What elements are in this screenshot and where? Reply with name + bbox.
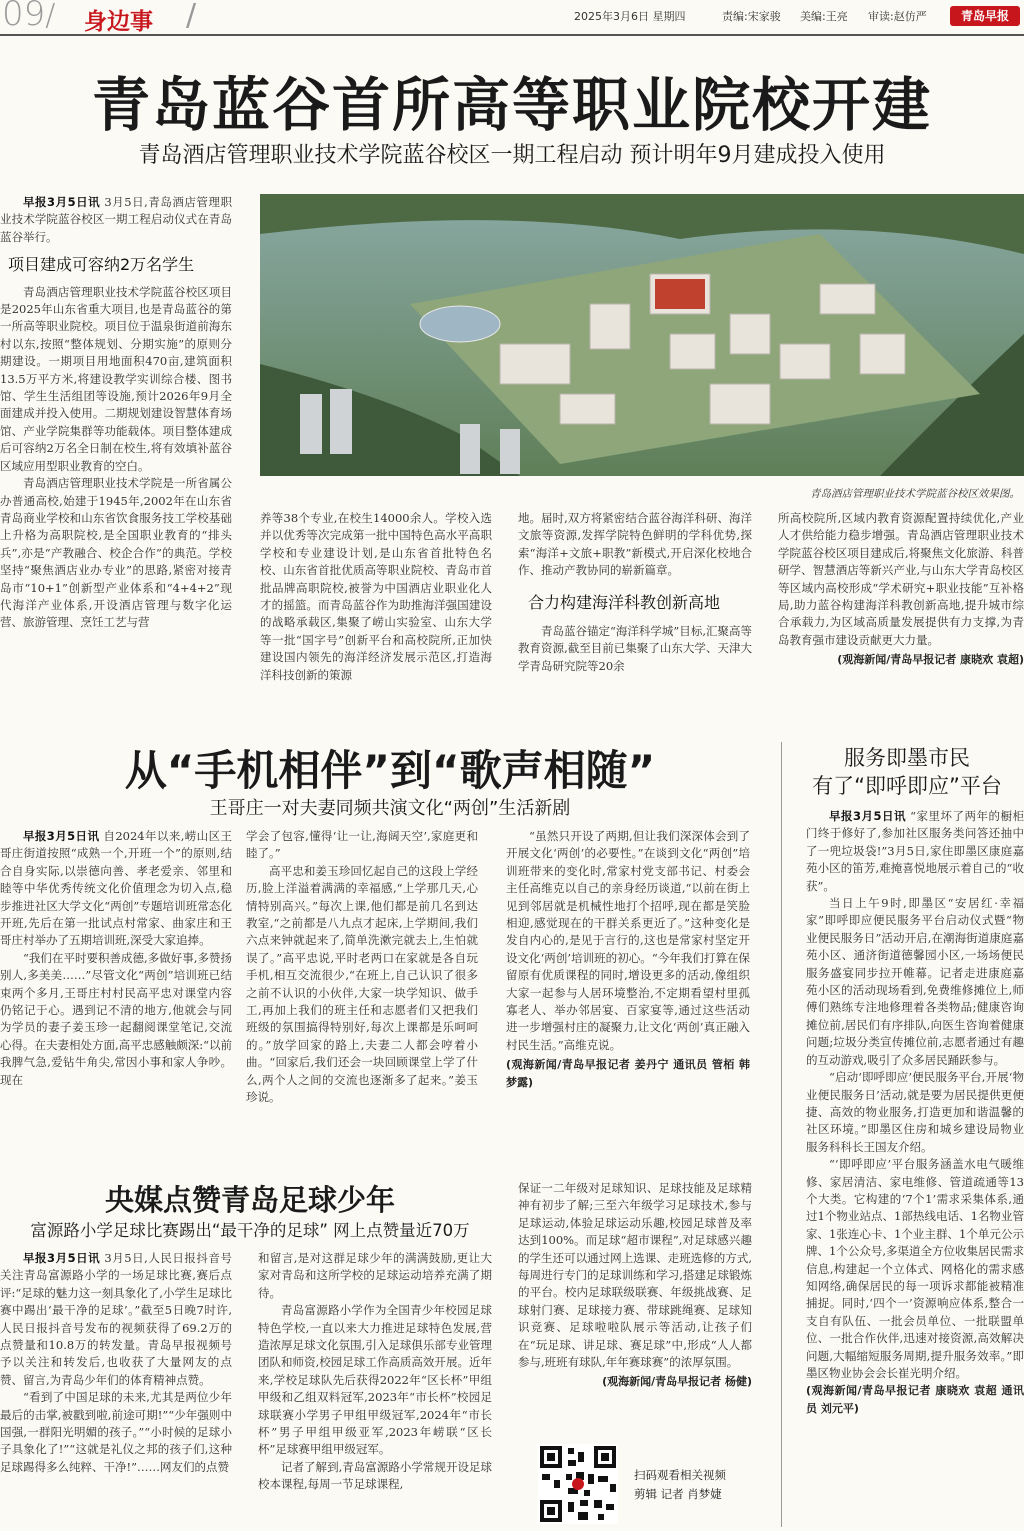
dateline: 早报3月5日讯 <box>23 195 101 209</box>
article3-body: 早报3月5日讯 “家里坏了两年的橱柜门终于修好了,参加社区服务类问答还抽中了一兜垃圾袋!”3月5日,家住即墨区康庭嘉苑小区的笛芳,难掩喜悦地展示着自己的“收获”。 当日上午9时,即墨区“安居红·幸福家”即呼即应便民服务平台启动仪式暨“物业便民服务日”活动开启,在潮海街道康庭嘉苑小区、通济街道德馨园小区,一场场便民服务盛宴同步拉开帷幕。记者走进康庭嘉苑小区的活动现场看到,免费维修摊位上,师傅们熟练专注地修理着各类物品;健康咨询摊位前,居民们有序排队,向医生咨询着健康问题;垃圾分类宣传摊位前,志愿者通过有趣的互动游戏,吸引了众多居民踊跃参与。 “启动‘即呼即应’便民服务平台,开展‘物业便民服务日’活动,就是要为居民提供更便捷、高效的物业服务,打造更加和谐温馨的社区环境。”即墨区住房和城乡建设局物业服务科科长王国友介绍。 “‘即呼即应’平台服务涵盖水电气暖维修、家居清洁、家电维修、管道疏通等13个大类。它构建的‘7个1’需求采集体系,通过1个物业站点、1部热线电话、1名物业管家、1张连心卡、1个业主群、1个单元公示牌、1个公众号,多渠道全方位收集居民需求信息,构建起一个立体式、网格化的需求感知网络,确保居民的每一项诉求都能被精准捕捉。同时,‘四个一’资源响应体系,整合一支自有队伍、一批会员单位、一批联盟单位、一批合作伙伴,迅速对接资源,高效解决问题,大幅缩短服务周期,提升服务效率。”即墨区物业协会会长崔光明介绍。 (观海新闻/青岛早报记者 康晓欢 袁超 通讯员 刘元平) <box>806 808 1024 1530</box>
headline-jimo-line1: 服务即墨市民 <box>844 746 970 770</box>
article2-byline: (观海新闻/青岛早报记者 姜丹宁 通讯员 管栢 韩梦露) <box>506 1058 750 1089</box>
article2-column-1: 早报3月5日讯 自2024年以来,崂山区王哥庄街道按照“成熟一个,开班一个”的原则,结合自身实际,以崇德向善、孝老爱亲、邻里和睦等中华优秀传统文化价值理念为切入点,稳步推进社区大学文化“两创”专题培训班常态化开班,先后在第一批试点村常家、曲家庄和王哥庄村举办了五期培训班,深受大家追捧。 “我们在平时要积善成德,多做好事,多赞扬别人,多美美……”尽管文化“两创”培训班已结束两个多月,王哥庄村村民高平忠对课堂内容仍铭记于心。遇到记不清的地方,他就会与同为学员的妻子姜玉珍一起翻阅课堂笔记,交流心得。在夫妻相处方面,高平忠感触颇深:“以前我脾气急,爱钻牛角尖,常因小事和家人争吵。现在 <box>0 829 232 1087</box>
article1-column-4: 所高校院所,区域内教育资源配置持续优化,产业人才供给能力稳步增强。青岛酒店管理职业技术学院蓝谷校区项目建成后,将聚焦文化旅游、科普研学、智慧酒店等新兴产业,与山东大学青岛校区等区域内高校形成“学术研究+职业技能”互补格局,助力蓝谷构建海洋科教创新高地,提升城市综合承载力,为区域高质量发展提供有力支撑,为青岛教育强市建设贡献更大力量。 (观海新闻/青岛早报记者 康晓欢 袁超) <box>778 510 1024 705</box>
article4-byline: (观海新闻/青岛早报记者 杨健) <box>602 1375 752 1389</box>
article1-byline: (观海新闻/青岛早报记者 康晓欢 袁超) <box>837 653 1024 667</box>
subheadline-football-youth: 富源路小学足球比赛踢出“最干净的足球” 网上点赞量近70万 <box>30 1221 470 1240</box>
article4-column-3: 保证一二年级对足球知识、足球技能及足球精神有初步了解;三至六年级学习足球技术,参与足球运动,体验足球运动乐趣,校园足球普及率达到100%。而足球“超市课程”,对足球感兴趣的学生还可以通过网上选课、走班选修的方式,每周进行专门的足球训练和学习,搭建足球锻炼的平台。校内足球联级联赛、年级挑战赛、足球射门赛、足球接力赛、带球跳绳赛、足球知识竞赛、足球啦啦队展示等活动,让孩子们在“玩足球、讲足球、赛足球”中,形成“人人都参与,班班有球队,年年赛球赛”的浓厚氛围。 (观海新闻/青岛早报记者 杨健) <box>518 1180 752 1434</box>
campus-rendering-photo <box>260 194 1024 476</box>
video-qr-code[interactable] <box>538 1444 618 1524</box>
subheadline-phone-to-song: 王哥庄一对夫妻同频共演文化“两创”生活新剧 <box>209 798 571 819</box>
article4-column-1: 早报3月5日讯 3月5日,人民日报抖音号关注青岛富源路小学的一场足球比赛,赛后点评:“足球的魅力这一刻具象化了,小学生足球比赛中踢出‘最干净的足球’。”截至5日晚7时许,人民日报抖音号发布的视频获得了69.2万的点赞量和10.8万的转发量。青岛早报视频号予以关注和转发后,也收获了大量网友的点赞、留言,为青岛少年们的体育精神点赞。 “看到了中国足球的未来,尤其是两位少年最后的击掌,被戳到啦,前途可期!”“少年强则中国强,一群阳光明媚的孩子。”“小时候的足球小子具象化了!”“这就是礼仪之邦的孩子们,这种足球踢得多么纯粹、干净!”……网友们的点赞 <box>0 1251 232 1474</box>
headline-jimo-line2: 有了“即呼即应”平台 <box>812 774 1002 798</box>
subheadline-lanshan-college: 青岛酒店管理职业技术学院蓝谷校区一期工程启动 预计明年9月建成投入使用 <box>138 143 886 168</box>
page-number: 09/ <box>2 0 56 34</box>
column-divider <box>781 742 782 1527</box>
article2-column-2: 学会了包容,懂得‘让一让,海阔天空’,家庭更和睦了。” 高平忠和姜玉珍回忆起自己的这段上学经历,脸上洋溢着满满的幸福感,“上学那几天,心情特别高兴。”每次上课,他们都是前几名到达教室,“之前都是八九点才起床,上学期间,我们六点来钟就起来了,简单洗漱完就去上,生怕就误了。”高平忠说,平时老两口在家就是各自玩手机,相互交流很少,“在班上,自己认识了很多之前不认识的小伙伴,大家一块学知识、做手工,再加上我们的班主任和志愿者们又把我们班级的氛围搞得特别好,每次上课都是乐呵呵的。”放学回家的路上,夫妻二人都会哼着小曲。“回家后,我们还会一块回顾课堂上学了什么,两个人之间的交流也逐渐多了起来。”姜玉珍说。 <box>246 829 478 1105</box>
section-title: 身边事 <box>84 9 153 35</box>
article3-byline: (观海新闻/青岛早报记者 康晓欢 袁超 通讯员 刘元平) <box>806 1384 1024 1415</box>
headline-lanshan-college: 青岛蓝谷首所高等职业院校开建 <box>91 71 932 139</box>
section-divider: / <box>186 0 197 33</box>
article2-column-3: “虽然只开设了两期,但让我们深深体会到了开展文化‘两创’的必要性。”在谈到文化“两创”培训班带来的变化时,常家村党支部书记、村委会主任高维克以自己的亲身经历谈道,“以前在街上见到邻居就是机械性地打个招呼,现在都是笑脸相迎,感觉现在的干群关系更近了。”这种变化是发自内心的,是见于言行的,这也是常家村坚定开设文化‘两创’培训班的初心。“今年我们打算在保留原有优质课程的同时,增设更多的活动,像组织大家一起参与人居环境整治,不定期看望村里孤寡老人、举办邻居宴、百家宴等,通过这些活动进一步增强村庄的凝聚力,让文化‘两创’真正融入村民生活。”高维克说。 (观海新闻/青岛早报记者 姜丹宁 通讯员 管栢 韩梦露) <box>506 828 750 1146</box>
article4-column-2: 和留言,是对这群足球少年的满满鼓励,更让大家对青岛和这所学校的足球运动培养充满了期待。 青岛富源路小学作为全国青少年校园足球特色学校,一直以来大力推进足球特色发展,营造浓厚足球文化氛围,引入足球俱乐部专业管理团队和师资,校园足球工作高质高效开展。近年来,学校足球队先后获得2022年“区长杯”甲组甲级和乙组双料冠军,2023年“市长杯”校园足球联赛小学男子甲组甲级冠军,2024年“市长杯”男子甲组甲级亚军,2023年崂联“区长杯”足球赛甲组甲级冠军。 记者了解到,青岛富源路小学常规开设足球校本课程,每周一节足球课程, <box>258 1251 492 1492</box>
brand-logo: 青岛早报 <box>950 6 1020 26</box>
photo-caption: 青岛酒店管理职业技术学院蓝谷校区效果图。 <box>810 488 1020 500</box>
headline-phone-to-song: 从“手机相伴”到“歌声相随” <box>124 746 656 795</box>
headline-football-youth: 央媒点赞青岛足球少年 <box>104 1183 395 1217</box>
article1-column-1: 早报3月5日讯 3月5日,青岛酒店管理职业技术学院蓝谷校区一期工程启动仪式在青岛蓝谷举行。 项目建成可容纳2万名学生 青岛酒店管理职业技术学院蓝谷校区项目是2025年山东省重大项目,也是青岛蓝谷的第一所高等职业院校。项目位于温泉街道前海东村以东,按照“整体规划、分期实施”的原则分期建设。一期项目用地面积470亩,建筑面积13.5万平方米,将建设教学实训综合楼、图书馆、学生生活组团等设施,预计2026年9月全面建成并投入使用。二期规划建设智慧体育场馆、产业学院集群等功能载体。项目整体建成后可容纳2万名全日制在校生,将有效填补蓝谷区域应用型职业教育的空白。 青岛酒店管理职业技术学院是一所省属公办普通高校,始建于1945年,2002年在山东省青岛商业学校和山东省饮食服务技工学校基础上升格为高职院校,是全国职业教育的“排头兵”,亦是“产教融合、校企合作”的典范。学校坚持“聚焦酒店业办专业”的思路,紧密对接青岛市“10+1”创新型产业体系和“4+4+2”现代海洋产业体系,开设酒店管理与数字化运营、旅游管理、烹饪工艺与营 <box>0 195 232 630</box>
proofreader-credit: 审读:赵仿严 <box>868 10 927 23</box>
article1-column-3: 地。届时,双方将紧密结合蓝谷海洋科研、海洋文旅等资源,发挥学院特色鲜明的学科优势,探索“海洋+文旅+职教”新模式,开启深化校地合作、推动产教协同的崭新篇章。 合力构建海洋科教创新高地 青岛蓝谷锚定“海洋科学城”目标,汇聚高等教育资源,截至目前已集聚了山东大学、天津大学青岛研究院等20余 <box>518 511 752 673</box>
editor-credit: 责编:宋家骏 <box>722 10 781 23</box>
subhead-capacity: 项目建成可容纳2万名学生 <box>8 255 195 275</box>
article1-column-2: 养等38个专业,在校生14000余人。学校入选并以优秀等次完成第一批中国特色高水平高职学校和专业建设计划,是山东省首批特色名校、山东省首批优质高等职业院校、青岛市首批品牌高职院校,被誉为中国酒店业职业化人才的摇篮。而青岛蓝谷作为助推海洋强国建设的战略承载区,集聚了崂山实验室、山东大学等一批“国字号”创新平台和高校院所,正加快建设国内领先的海洋经济发展示范区,打造海洋科技创新的策源 <box>260 511 492 682</box>
art-editor-credit: 美编:王亮 <box>800 10 848 23</box>
subhead-innovation: 合力构建海洋科教创新高地 <box>528 592 721 612</box>
qr-caption: 扫码观看相关视频 剪辑 记者 肖梦婕 <box>634 1468 726 1501</box>
issue-date: 2025年3月6日 星期四 <box>574 10 686 23</box>
